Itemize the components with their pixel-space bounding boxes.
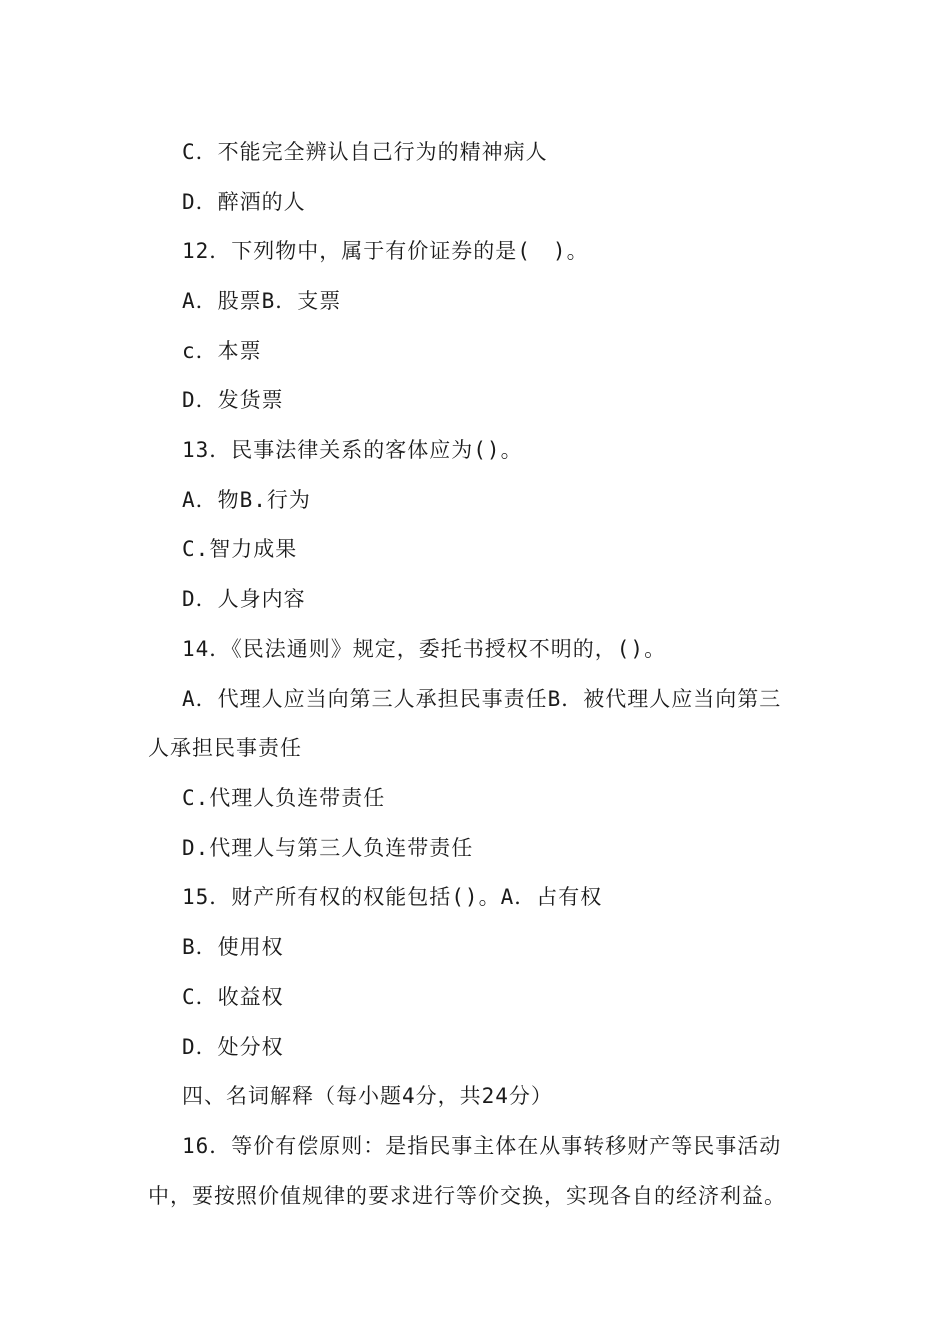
option-d-q15: D．处分权 [182, 1035, 284, 1059]
question-16-continued: 中，要按照价值规律的要求进行等价交换，实现各自的经济利益。 [148, 1184, 786, 1208]
section-heading: 四、名词解释（每小题4分，共24分） [182, 1084, 553, 1108]
question-14: 14．《民法通则》规定，委托书授权不明的，()。 [182, 637, 667, 661]
option-c-q12: c．本票 [182, 339, 262, 363]
option-c-q11: C．不能完全辨认自己行为的精神病人 [182, 140, 548, 164]
option-d-q14: D.代理人与第三人负连带责任 [182, 836, 474, 860]
option-c-q13: C.智力成果 [182, 537, 298, 561]
option-d-q13: D．人身内容 [182, 587, 306, 611]
option-c-q14: C.代理人负连带责任 [182, 786, 386, 810]
options-ab-q12: A．股票B．支票 [182, 289, 342, 313]
option-b-q15: B．使用权 [182, 935, 284, 959]
options-ab-q13: A．物B.行为 [182, 488, 311, 512]
option-d-q11: D．醉酒的人 [182, 190, 306, 214]
options-ab-q14-continued: 人承担民事责任 [148, 736, 302, 760]
options-ab-q14: A．代理人应当向第三人承担民事责任B．被代理人应当向第三 [182, 687, 782, 711]
option-c-q15: C．收益权 [182, 985, 284, 1009]
question-13: 13．民事法律关系的客体应为()。 [182, 438, 523, 462]
question-16: 16．等价有偿原则：是指民事主体在从事转移财产等民事活动 [182, 1134, 782, 1158]
option-d-q12: D．发货票 [182, 388, 284, 412]
question-15: 15．财产所有权的权能包括()。A．占有权 [182, 885, 603, 909]
question-12: 12．下列物中，属于有价证券的是( )。 [182, 239, 589, 263]
